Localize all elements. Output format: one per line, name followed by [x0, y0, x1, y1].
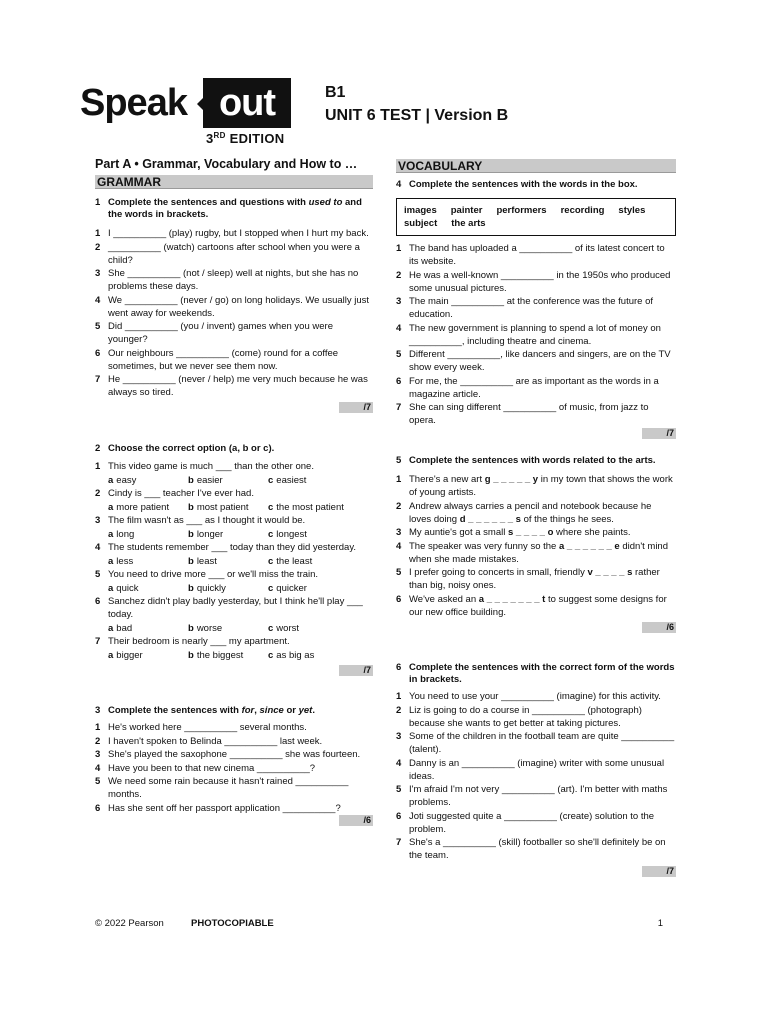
option-a — [108, 528, 188, 541]
exercise-items — [95, 227, 373, 399]
exercise-item — [396, 836, 676, 862]
item-number: 5 — [95, 776, 101, 787]
item-text: Their bedroom is nearly ___ my apartment. — [108, 636, 290, 647]
option-text: longer — [196, 528, 224, 540]
exercise-items — [396, 690, 676, 862]
item-number: 4 — [396, 757, 402, 769]
answer-options — [95, 501, 373, 514]
item-text: We need some rain because it hasn't rained __________ months. — [108, 776, 349, 800]
item-text-pre: There's a new art — [409, 474, 485, 485]
item-number: 1 — [95, 722, 101, 733]
exercise-item — [95, 721, 373, 734]
option-letter: b — [188, 622, 194, 634]
exercise-item — [95, 267, 373, 293]
item-text: I haven't spoken to Belinda __________ last week. — [108, 735, 323, 747]
option-text: more patient — [116, 501, 170, 513]
exercise-5 — [396, 455, 676, 633]
word-box-item: styles — [618, 205, 646, 216]
exercise-1 — [95, 197, 373, 413]
item-number: 5 — [396, 567, 402, 578]
photocopiable-label: PHOTOCOPIABLE — [191, 918, 274, 929]
item-text-post: where she paints. — [553, 527, 631, 538]
exercise-item — [95, 762, 373, 775]
exercise-item — [396, 401, 676, 427]
option-letter: b — [188, 474, 194, 486]
option-text: quicker — [276, 582, 307, 594]
item-text: The band has uploaded a __________ of its latest concert to its website. — [409, 243, 665, 267]
exercise-item — [95, 347, 373, 373]
option-text: long — [116, 528, 135, 540]
level-label: B1 — [325, 84, 346, 101]
exercise-item — [396, 348, 676, 374]
part-title: Part A • Grammar, Vocabulary and How to … — [95, 157, 358, 171]
item-text-pre: The speaker was very funny so the — [409, 540, 559, 552]
exercise-item — [95, 294, 373, 320]
exercise-item — [95, 568, 373, 581]
item-number: 6 — [95, 347, 101, 359]
option-text: most patient — [196, 501, 249, 513]
item-number: 3 — [95, 268, 101, 279]
item-text: He __________ (never / help) me very much because he was always so tired. — [108, 374, 368, 398]
item-text — [409, 593, 676, 619]
word-clue: a _ _ _ _ _ _ e — [558, 540, 620, 552]
item-number: 7 — [95, 636, 101, 647]
exercise-item — [396, 375, 676, 401]
exercise-item — [396, 704, 676, 730]
item-number: 3 — [396, 296, 402, 307]
answer-options — [95, 649, 373, 662]
exercise-item — [95, 487, 373, 500]
option-c — [268, 555, 312, 568]
word-clue: a _ _ _ _ _ _ _ t — [478, 593, 546, 605]
option-letter: b — [188, 528, 194, 540]
item-text-post: of the things he sees. — [520, 513, 614, 525]
item-text: You need to use your __________ (imagine) for this activity. — [409, 691, 661, 702]
item-text: The new government is planning to spend a lot of money on __________, including theatre and cinema. — [409, 322, 661, 347]
exercise-item — [95, 735, 373, 748]
option-letter: c — [268, 582, 274, 594]
item-number: 6 — [396, 375, 402, 387]
item-number: 5 — [396, 784, 402, 795]
option-letter: a — [108, 649, 114, 661]
option-letter: b — [188, 501, 194, 513]
exercise-item — [396, 242, 676, 268]
item-number: 1 — [396, 474, 402, 485]
answer-options — [95, 528, 373, 541]
exercise-item — [95, 802, 373, 815]
option-text: quickly — [196, 582, 226, 594]
word-clue: g _ _ _ _ _ y — [484, 474, 539, 485]
item-number: 6 — [95, 596, 101, 607]
exercise-items — [95, 721, 373, 815]
item-number: 4 — [396, 540, 402, 552]
exercise-item — [396, 269, 676, 295]
option-b — [188, 649, 268, 662]
item-number: 7 — [95, 374, 101, 385]
exercise-instruction: 4 Complete the sentences with the words in the box. — [396, 179, 638, 190]
exercise-6 — [396, 662, 676, 877]
option-letter: a — [108, 501, 114, 513]
item-text: Different __________, like dancers and singers, are on the TV show every week. — [409, 349, 671, 373]
option-text: easier — [196, 474, 223, 486]
score-box: /7 — [642, 428, 676, 439]
logo-out: out — [218, 82, 276, 124]
word-box-item: performers — [496, 205, 547, 216]
item-number: 2 — [396, 269, 402, 281]
exercise-items — [95, 460, 373, 662]
exercise-item — [396, 566, 676, 592]
option-text: the least — [276, 555, 313, 567]
option-text: longest — [276, 528, 307, 540]
score-box: /6 — [642, 622, 676, 633]
option-a — [108, 582, 188, 595]
logo-speak: Speak — [80, 82, 187, 124]
section-bar-grammar: GRAMMAR — [95, 175, 373, 189]
item-text — [409, 500, 676, 526]
option-b — [188, 528, 268, 541]
item-text: The main __________ at the conference was the future of education. — [409, 296, 653, 320]
option-a — [108, 555, 188, 568]
exercise-instruction: 1 Complete the sentences and questions with used to and the words in brackets. — [95, 197, 362, 220]
item-text-pre: Andrew always carries a pencil and notebook because he loves doing — [409, 500, 652, 525]
exercise-instruction: 2 Choose the correct option (a, b or c). — [95, 443, 275, 454]
exercise-2 — [95, 443, 373, 676]
item-number: 3 — [95, 515, 101, 526]
exercise-item — [396, 540, 676, 566]
option-b — [188, 555, 268, 568]
exercise-item — [95, 320, 373, 346]
item-text: She can sing different __________ of music, from jazz to opera. — [409, 402, 649, 426]
item-text: Danny is an __________ (imagine) writer with some unusual ideas. — [409, 757, 665, 782]
item-text-pre: My auntie's got a small — [409, 527, 508, 538]
option-text: quick — [116, 582, 139, 594]
item-text: He was a well-known __________ in the 1950s who produced some unusual pictures. — [409, 269, 671, 294]
option-b — [188, 622, 268, 635]
exercise-item — [95, 373, 373, 399]
item-text-post: didn't mind when she made mistakes. — [409, 540, 669, 565]
item-text: __________ (watch) cartoons after school when you were a child? — [108, 241, 360, 266]
item-text: Did __________ (you / invent) games when you were younger? — [108, 321, 333, 345]
item-text: Cindy is ___ teacher I've ever had. — [108, 488, 254, 499]
score-box: /7 — [642, 866, 676, 877]
item-text: He's worked here __________ several months. — [108, 722, 307, 733]
item-text: Liz is going to do a course in __________ (photograph) because she wants to get better at taking pictures. — [409, 704, 642, 729]
word-box-item: recording — [560, 205, 605, 216]
item-number: 6 — [396, 593, 402, 605]
option-letter: c — [268, 528, 274, 540]
item-text: She __________ (not / sleep) well at nights, but she has no problems these days. — [108, 268, 359, 292]
item-number: 1 — [95, 461, 101, 472]
exercise-item — [95, 541, 373, 554]
option-text: worse — [196, 622, 223, 634]
exercise-item — [396, 593, 676, 619]
item-text: She's a __________ (skill) footballer so she'll definitely be on the team. — [409, 837, 666, 861]
item-number: 5 — [396, 349, 402, 360]
exercise-item — [95, 748, 373, 761]
exercise-4 — [396, 179, 676, 439]
item-text: The students remember ___ today than they did yesterday. — [108, 542, 357, 553]
option-letter: c — [268, 649, 274, 661]
option-letter: a — [108, 555, 114, 567]
score-box: /7 — [339, 665, 373, 676]
exercise-instruction: 6 Complete the sentences with the correct form of the words in brackets. — [396, 662, 675, 685]
exercise-item — [396, 295, 676, 321]
item-number: 6 — [95, 802, 101, 814]
option-text: bad — [116, 622, 133, 634]
score-box: /7 — [339, 402, 373, 413]
item-number: 4 — [95, 294, 101, 306]
option-b — [188, 582, 268, 595]
item-number: 5 — [95, 569, 101, 580]
item-text: She's played the saxophone __________ she was fourteen. — [108, 749, 361, 760]
exercise-item — [396, 730, 676, 756]
option-c — [268, 649, 314, 662]
speakout-logo — [80, 78, 292, 150]
answer-options — [95, 582, 373, 595]
item-text-pre: We've asked an — [409, 593, 479, 605]
exercise-3 — [95, 705, 373, 826]
option-text: worst — [276, 622, 299, 634]
item-text: We __________ (never / go) on long holidays. We usually just went away for weekends. — [108, 294, 370, 319]
option-letter: c — [268, 555, 274, 567]
item-text-pre: I prefer going to concerts in small, friendly — [409, 567, 588, 578]
item-number: 4 — [95, 542, 101, 553]
exercise-item — [95, 460, 373, 473]
word-box-item: painter — [450, 205, 483, 216]
item-number: 1 — [95, 228, 101, 239]
item-text: Our neighbours __________ (come) round for a coffee sometimes, but we never see them now. — [108, 347, 339, 372]
word-clue: s _ _ _ _ o — [507, 527, 554, 538]
item-number: 4 — [396, 322, 402, 334]
exercise-item — [396, 473, 676, 499]
option-text: bigger — [116, 649, 143, 661]
exercise-item — [396, 500, 676, 526]
item-text: Some of the children in the football team are quite __________ (talent). — [409, 731, 675, 755]
exercise-item — [396, 810, 676, 836]
option-a — [108, 649, 188, 662]
item-text: You need to drive more ___ or we'll miss the train. — [108, 569, 319, 580]
item-text — [409, 473, 676, 499]
item-number: 3 — [396, 527, 402, 538]
answer-options — [95, 622, 373, 635]
item-text — [409, 566, 676, 592]
item-text-post: in my town that shows the work of young artists. — [409, 474, 673, 498]
exercise-instruction: 5 Complete the sentences with words related to the arts. — [396, 455, 656, 466]
option-letter: b — [188, 582, 194, 594]
item-number: 3 — [396, 731, 402, 742]
item-text: I __________ (play) rugby, but I stopped when I hurt my back. — [108, 228, 369, 239]
item-text: I'm afraid I'm not very __________ (art). I'm better with maths problems. — [409, 784, 668, 808]
option-letter: c — [268, 474, 274, 486]
word-box-item: images — [404, 205, 437, 216]
option-text: least — [196, 555, 217, 567]
exercise-instruction: 3 Complete the sentences with for, since or yet. — [95, 705, 315, 716]
item-text: This video game is much ___ than the other one. — [108, 461, 314, 472]
item-text-post: to suggest some designs for our new office building. — [409, 593, 667, 618]
option-text: less — [116, 555, 134, 567]
item-text: Has she sent off her passport application __________? — [108, 802, 341, 814]
exercise-item — [396, 690, 676, 703]
option-letter: a — [108, 622, 114, 634]
option-letter: a — [108, 474, 114, 486]
word-box — [396, 198, 676, 236]
item-text: Have you been to that new cinema __________? — [108, 762, 316, 774]
item-number: 3 — [95, 749, 101, 760]
option-c — [268, 474, 306, 487]
option-text: the most patient — [276, 501, 344, 513]
exercise-item — [396, 526, 676, 539]
item-text: For me, the __________ are as important as the words in a magazine article. — [409, 375, 659, 400]
item-number: 5 — [95, 321, 101, 332]
exercise-item — [95, 595, 373, 621]
page-number: 1 — [657, 918, 663, 929]
item-number: 6 — [396, 810, 402, 822]
exercise-item — [95, 635, 373, 648]
item-text — [409, 526, 676, 539]
item-number: 1 — [396, 691, 402, 702]
option-text: easy — [116, 474, 137, 486]
option-c — [268, 501, 344, 514]
item-number: 2 — [95, 241, 101, 253]
exercise-item — [396, 757, 676, 783]
section-bar-vocabulary: VOCABULARY — [396, 159, 676, 173]
option-letter: c — [268, 501, 274, 513]
item-text: Joti suggested quite a __________ (create) solution to the problem. — [409, 810, 655, 835]
word-box-item: subject — [404, 218, 438, 229]
item-number: 2 — [95, 488, 101, 499]
option-a — [108, 622, 188, 635]
item-number: 4 — [95, 762, 101, 774]
right-column — [396, 156, 676, 876]
option-a — [108, 501, 188, 514]
option-letter: b — [188, 649, 194, 661]
copyright: © 2022 Pearson — [95, 918, 164, 929]
item-text: The film wasn't as ___ as I thought it would be. — [108, 515, 306, 526]
test-title: UNIT 6 TEST | Version B — [325, 107, 509, 124]
exercise-item — [396, 783, 676, 809]
exercise-items — [396, 242, 676, 427]
option-c — [268, 582, 307, 595]
item-number: 7 — [396, 402, 402, 413]
answer-options — [95, 474, 373, 487]
option-c — [268, 528, 307, 541]
item-number: 2 — [396, 500, 402, 512]
exercise-item — [95, 241, 373, 267]
item-number: 7 — [396, 837, 402, 848]
option-text: as big as — [276, 649, 315, 661]
score-box: /6 — [339, 815, 373, 826]
option-a — [108, 474, 188, 487]
option-text: the biggest — [196, 649, 244, 661]
word-box-item: the arts — [451, 218, 486, 229]
exercise-item — [95, 775, 373, 801]
exercise-item — [95, 227, 373, 240]
option-b — [188, 501, 268, 514]
option-letter: b — [188, 555, 194, 567]
option-b — [188, 474, 268, 487]
item-text: Sanchez didn't play badly yesterday, but I think he'll play ___ today. — [108, 596, 363, 620]
word-clue: d _ _ _ _ _ _ s — [459, 513, 521, 525]
answer-options — [95, 555, 373, 568]
left-column — [95, 156, 373, 825]
logo-edition: 3RD EDITION — [206, 131, 285, 146]
exercise-item — [396, 322, 676, 348]
item-number: 2 — [95, 735, 101, 747]
exercise-item — [95, 514, 373, 527]
item-number: 2 — [396, 704, 402, 716]
option-letter: c — [268, 622, 274, 634]
exercise-items — [396, 473, 676, 619]
option-letter: a — [108, 528, 114, 540]
option-letter: a — [108, 582, 114, 594]
item-number: 1 — [396, 243, 402, 254]
option-c — [268, 622, 299, 635]
item-text-post: rather than big, noisy ones. — [409, 567, 660, 591]
item-text — [409, 540, 676, 566]
word-clue: v _ _ _ _ s — [587, 567, 633, 578]
option-text: easiest — [276, 474, 307, 486]
